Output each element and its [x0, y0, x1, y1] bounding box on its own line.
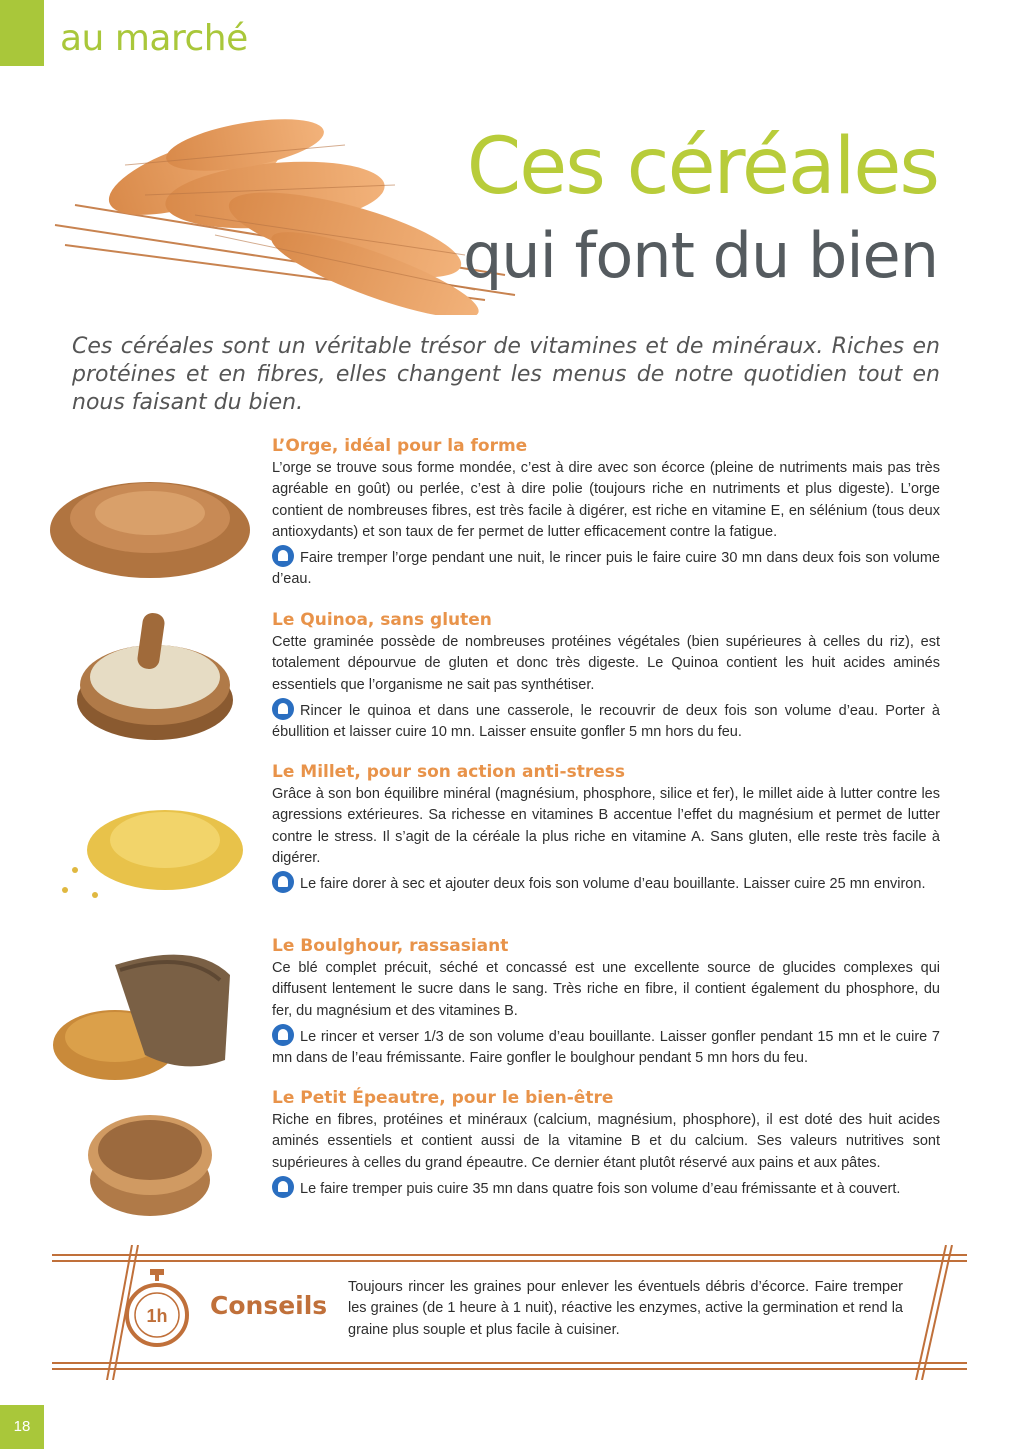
wheat-image: [45, 85, 525, 315]
millet-image: [45, 780, 255, 910]
cooking-tip: Le rincer et verser 1/3 de son volume d’eau bouillante. Laisser gonfler pendant 15 mn et le cuire 7 mn dans de l’eau frémissante. Faire gonfler le boulghour pendant 5 mn hors du feu.: [272, 1024, 940, 1070]
intro-paragraph: Ces céréales sont un véritable trésor de vitamines et de minéraux. Riches en protéines et en fibres, elles changent les menus de notre quotidien tout en nous faisant du bien.: [72, 334, 940, 415]
grain-section-bulgur: [272, 936, 940, 1069]
grain-section-quinoa: [272, 610, 940, 743]
cooking-tip: Rincer le quinoa et dans une casserole, le recouvrir de deux fois son volume d’eau. Porter à ébullition et laisser cuire 10 mn. Laisser ensuite gonfler 5 mn hors du feu.: [272, 698, 940, 744]
grain-title: L’Orge, idéal pour la forme: [272, 436, 528, 456]
bulgur-image: [45, 945, 255, 1085]
cooking-tip: Faire tremper l’orge pendant une nuit, le rincer puis le faire cuire 30 mn dans deux fois son volume d’eau.: [272, 545, 940, 591]
grain-description: L’orge se trouve sous forme mondée, c’est à dire avec son écorce (pleine de nutriments mais pas très agréable en goût) ou perlée, c’est à dire polie (toujours riche en nutriments et plus digeste). L’orge contient de nombreuses fibres, est très facile à digérer, est riche en vitamine E, en sélénium (tous deux antioxydants) et son taux de fer permet de lutter efficacement contre la fatigue.: [272, 460, 940, 540]
cooking-tip: Le faire dorer à sec et ajouter deux fois son volume d’eau bouillante. Laisser cuire 25 mn environ.: [272, 871, 940, 895]
grain-section-millet: [272, 762, 940, 895]
section-tag: au marché: [60, 18, 248, 59]
grain-description: Riche en fibres, protéines et minéraux (calcium, magnésium, phosphore), il est doté des huit acides aminés essentiels et contient aussi de la vitamine B et du calcium. Ses valeurs nutritives sont supérieures à celles du grand épeautre. Ce dernier étant plutôt réservé aux pains et aux pâtes.: [272, 1112, 940, 1171]
chef-hat-icon: [272, 1176, 294, 1198]
timer-label: 1h: [146, 1306, 168, 1326]
grain-description: Ce blé complet précuit, séché et concassé est une excellente source de glucides complexes qui diffusent lentement le sucre dans le sang. Très riche en fibre, il contient également du phosphore, du fer, du magnésium et des vitamines B.: [272, 960, 940, 1019]
quinoa-image: [45, 605, 255, 745]
cooking-tip: Le faire tremper puis cuire 35 mn dans quatre fois son volume d’eau frémissante et à couvert.: [272, 1176, 940, 1200]
grain-title: Le Petit Épeautre, pour le bien-être: [272, 1088, 614, 1108]
timer-icon: [122, 1267, 192, 1349]
page-number: 18: [0, 1405, 44, 1449]
grain-title: Le Quinoa, sans gluten: [272, 610, 492, 630]
chef-hat-icon: [272, 1024, 294, 1046]
grain-title: Le Millet, pour son action anti-stress: [272, 762, 625, 782]
spelt-image: [45, 1095, 255, 1225]
grain-description: Cette graminée possède de nombreuses protéines végétales (bien supérieures à celles du riz), est totalement dépourvue de gluten et donc très digeste. Le Quinoa contient les huit acides aminés essentiels que l’organisme ne sait pas synthétiser.: [272, 634, 940, 693]
page-subtitle: qui font du bien: [462, 219, 938, 292]
grain-section-barley: [272, 436, 940, 591]
chef-hat-icon: [272, 545, 294, 567]
grain-description: Grâce à son bon équilibre minéral (magnésium, phosphore, silice et fer), le millet aide à lutter contre les agressions extérieures. Sa richesse en vitamines B accentue l’effet du magnésium et permet de lutter contre le stress. Il s’agit de la céréale la plus riche en vitamine A. Sans gluten, elle reste très facile à digérer.: [272, 786, 940, 866]
conseils-box: [52, 1245, 967, 1380]
barley-image: [45, 458, 255, 588]
page-title: Ces céréales: [466, 122, 938, 212]
chef-hat-icon: [272, 871, 294, 893]
section-color-bar: [0, 0, 44, 66]
conseils-title: Conseils: [210, 1291, 328, 1320]
conseils-text: Toujours rincer les graines pour enlever les éventuels débris d’écorce. Faire tremper les graines (de 1 heure à 1 nuit), réactive les enzymes, active la germination et rend la graine plus souple et plus facile à cuisiner.: [348, 1279, 903, 1338]
chef-hat-icon: [272, 698, 294, 720]
grain-title: Le Boulghour, rassasiant: [272, 936, 509, 956]
grain-section-spelt: [272, 1088, 940, 1200]
